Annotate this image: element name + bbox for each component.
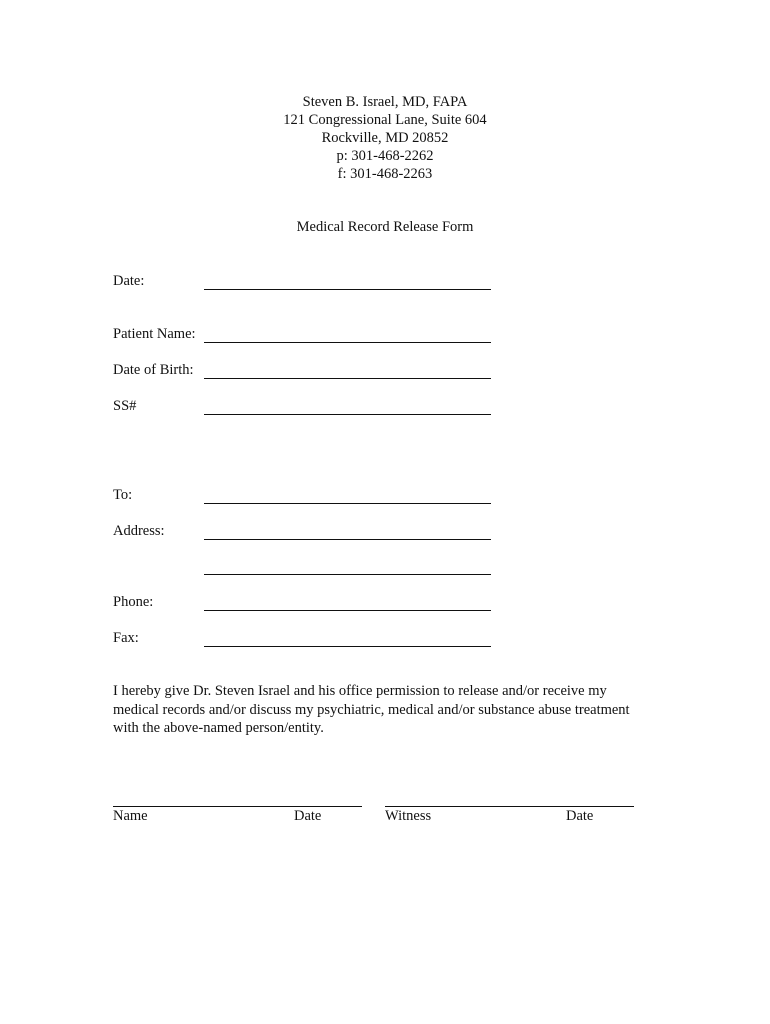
letterhead	[0, 93, 770, 183]
physician-name: Steven B. Israel, MD, FAPA	[302, 94, 468, 110]
date-of-birth-field-line[interactable]	[204, 378, 491, 379]
address-field-line-1[interactable]	[204, 539, 491, 540]
fax-label: Fax:	[113, 630, 139, 646]
name-signature-label: Name	[113, 808, 148, 824]
name-date-label: Date	[294, 808, 322, 824]
city-state-zip: Rockville, MD 20852	[321, 130, 449, 146]
form-title: Medical Record Release Form	[296, 219, 474, 235]
to-label: To:	[113, 487, 133, 503]
ssn-field-line[interactable]	[204, 414, 491, 415]
address-field-line-2[interactable]	[204, 574, 491, 575]
office-phone: p: 301-468-2262	[336, 148, 434, 164]
date-of-birth-label: Date of Birth:	[113, 362, 194, 378]
statement-line: medical records and/or discuss my psychiatric, medical and/or substance abuse treatment	[113, 701, 630, 718]
phone-label: Phone:	[113, 594, 154, 610]
phone-field-line[interactable]	[204, 610, 491, 611]
patient-name-field-line[interactable]	[204, 342, 491, 343]
to-field-line[interactable]	[204, 503, 491, 504]
statement-line: with the above-named person/entity.	[113, 720, 324, 736]
street-address: 121 Congressional Lane, Suite 604	[283, 112, 487, 128]
witness-date-label: Date	[566, 808, 594, 824]
statement-line: I hereby give Dr. Steven Israel and his office permission to release and/or receive my	[113, 683, 607, 699]
patient-name-label: Patient Name:	[113, 326, 196, 342]
fax-field-line[interactable]	[204, 646, 491, 647]
address-label: Address:	[113, 523, 165, 539]
date-field-line[interactable]	[204, 289, 491, 290]
witness-signature-label: Witness	[385, 808, 432, 824]
date-label: Date:	[113, 273, 145, 289]
authorization-statement	[113, 682, 673, 738]
ssn-label: SS#	[113, 398, 137, 414]
patient-signature-line[interactable]	[113, 806, 362, 807]
office-fax: f: 301-468-2263	[337, 166, 433, 182]
